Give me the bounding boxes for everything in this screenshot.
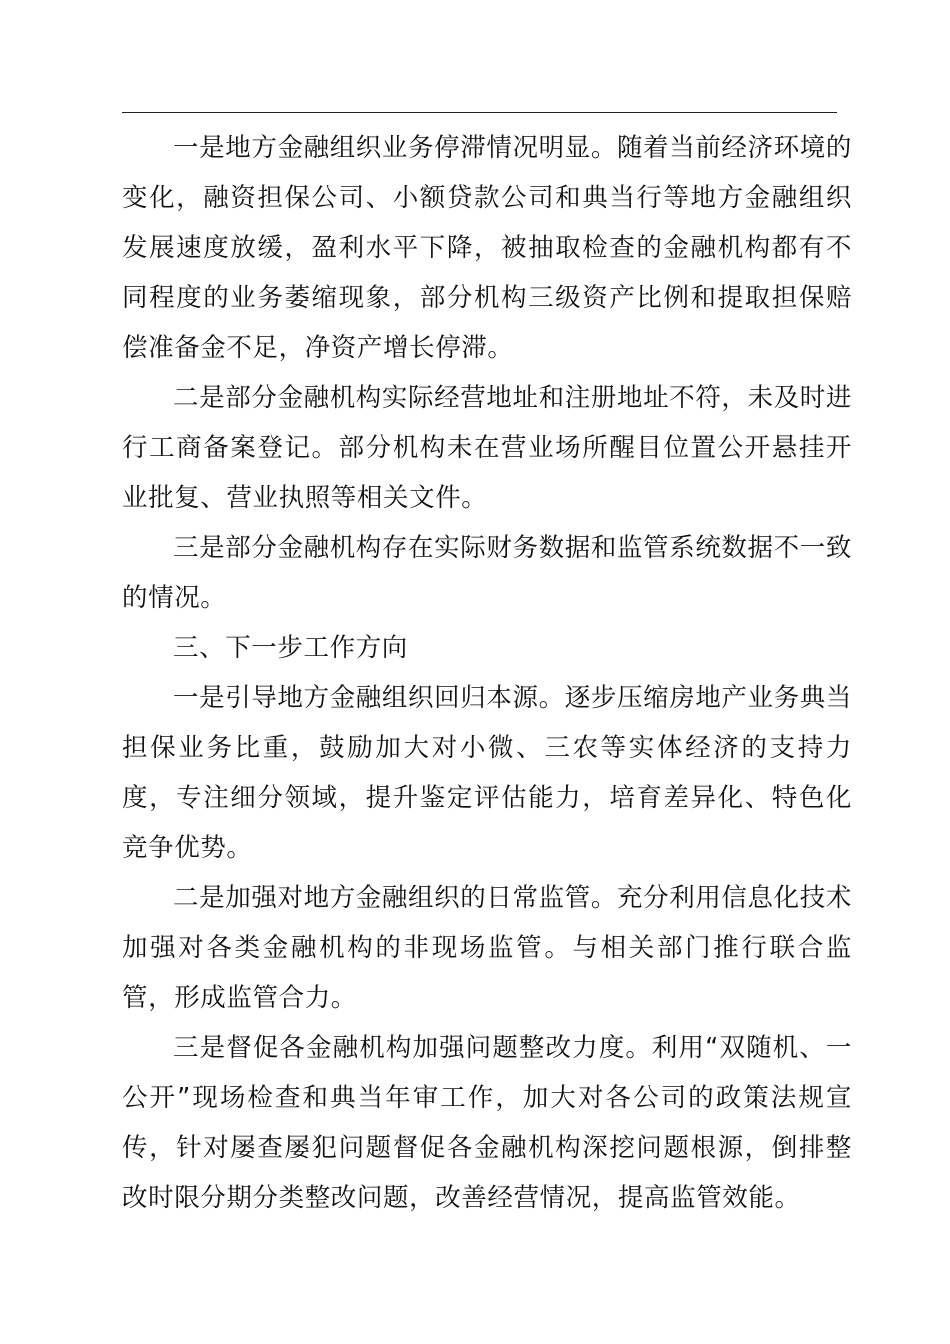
section-heading-next-steps: 三、下一步工作方向 (173, 633, 408, 663)
paragraph-return-to-basics: 一是引导地方金融组织回归本源。逐步压缩房地产业务典当担保业务比重，鼓励加大对小微、三农等实体经济的支持力度，专注细分领域，提升鉴定评估能力，培育差异化、特色化竞争优势。 (122, 683, 852, 863)
paragraph-address-mismatch: 二是部分金融机构实际经营地址和注册地址不符，未及时进行工商备案登记。部分机构未在营业场所醒目位置公开悬挂开业批复、营业执照等相关文件。 (122, 383, 852, 513)
paragraph-daily-supervision: 二是加强对地方金融组织的日常监管。充分利用信息化技术加强对各类金融机构的非现场监管。与相关部门推行联合监管，形成监管合力。 (122, 883, 852, 1013)
header-rule (122, 112, 837, 113)
document-body (122, 123, 852, 1223)
paragraph-data-inconsistency: 三是部分金融机构存在实际财务数据和监管系统数据不一致的情况。 (122, 533, 852, 613)
paragraph-stagnation: 一是地方金融组织业务停滞情况明显。随着当前经济环境的变化，融资担保公司、小额贷款公司和典当行等地方金融组织发展速度放缓，盈利水平下降，被抽取检查的金融机构都有不同程度的业务萎缩现象，部分机构三级资产比例和提取担保赔偿准备金不足，净资产增长停滞。 (122, 133, 852, 363)
paragraph-rectification: 三是督促各金融机构加强问题整改力度。利用“双随机、一公开”现场检查和典当年审工作，加大对各公司的政策法规宣传，针对屡查屡犯问题督促各金融机构深挖问题根源，倒排整改时限分期分类整改问题，改善经营情况，提高监管效能。 (122, 1033, 852, 1213)
